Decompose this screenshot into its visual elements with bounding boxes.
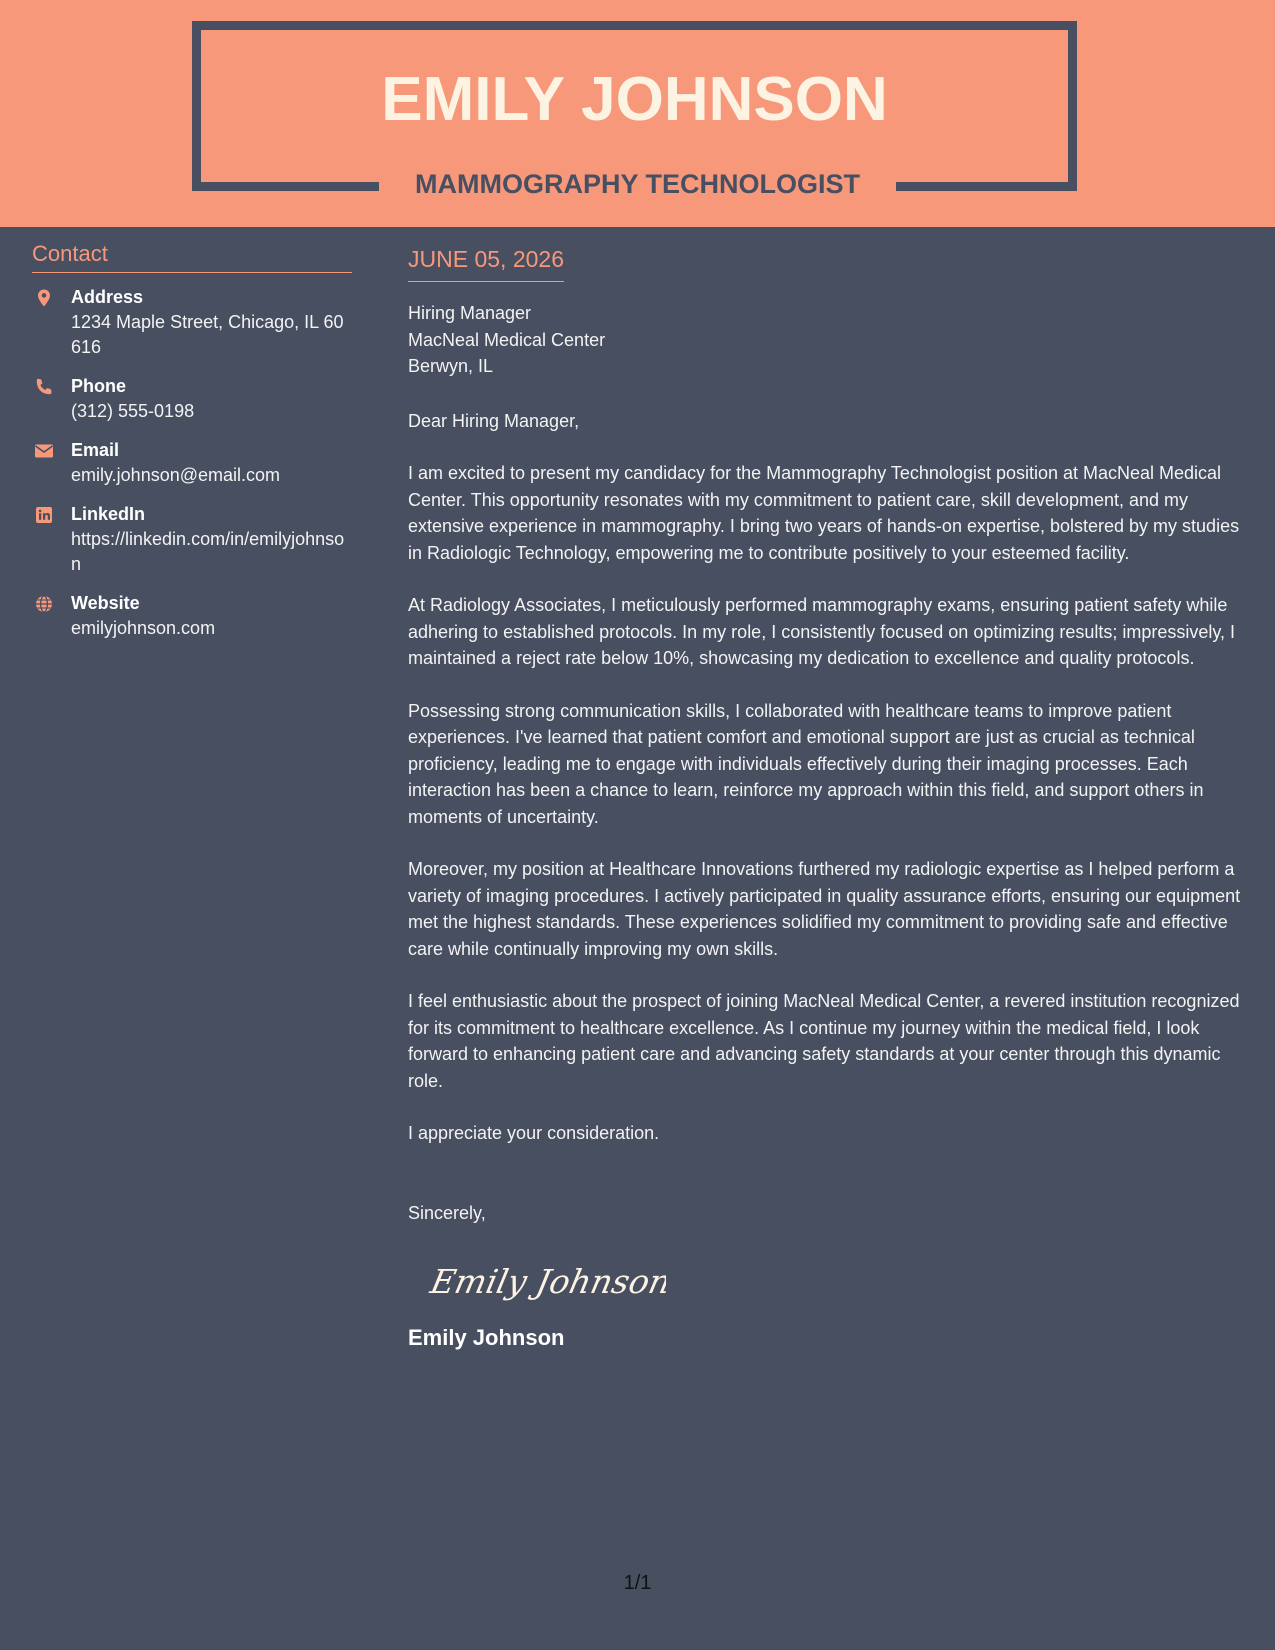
letter-date: JUNE 05, 2026 xyxy=(408,243,564,282)
signature-image xyxy=(426,1250,666,1310)
letter-paragraph: Possessing strong communication skills, I collaborated with healthcare teams to improve patient experiences. I've learned that patient comfort and emotional support are just as crucial as technical proficiency, leading me to engage with individuals effectively during their imaging processes. Each interaction has been a chance to learn, reinforce my approach within this field, and support others in moments of uncertainty. xyxy=(408,700,1204,827)
contact-label: Address xyxy=(71,287,144,307)
job-title: MAMMOGRAPHY TECHNOLOGIST xyxy=(415,169,860,199)
recipient-line: Hiring Manager xyxy=(408,303,532,323)
linkedin-icon xyxy=(34,505,54,525)
contact-item-linkedin xyxy=(32,502,352,577)
letter-paragraph: At Radiology Associates, I meticulously performed mammography exams, ensuring patient safety while adhering to established protocols. In my role, I consistently focused on optimizing results; impressively, I maintained a reject rate below 10%, showcasing my dedication to excellence and quality protocols. xyxy=(408,595,1236,668)
candidate-name: EMILY JOHNSON xyxy=(381,65,888,134)
signer-name: Emily Johnson xyxy=(408,1325,565,1350)
letter-body xyxy=(408,243,1248,1353)
signature-text: Emily Johnson xyxy=(427,1262,666,1301)
contact-value: (312) 555-0198 xyxy=(71,401,195,421)
contact-label: Email xyxy=(71,440,120,460)
header-frame-bottom-left xyxy=(192,182,379,191)
contact-item-address xyxy=(32,285,352,360)
closing: Sincerely, xyxy=(408,1202,486,1223)
salutation: Dear Hiring Manager, xyxy=(408,410,580,431)
header-banner xyxy=(0,0,1275,227)
letter-paragraph: I feel enthusiastic about the prospect of joining MacNeal Medical Center, a revered institution recognized for its commitment to healthcare excellence. As I continue my journey within the medical field, I look forward to enhancing patient care and advancing safety standards at your center through this dynamic role. xyxy=(408,991,1240,1091)
recipient-line: MacNeal Medical Center xyxy=(408,329,606,350)
location-pin-icon xyxy=(34,288,54,308)
contact-label: Phone xyxy=(71,376,127,396)
letter-paragraph: Moreover, my position at Healthcare Innovations furthered my radiologic expertise as I helped perform a variety of imaging procedures. I actively participated in quality assurance efforts, ensuring our equipment met the highest standards. These experiences solidified my commitment to providing safe and effective care while continually improving my own skills. xyxy=(408,859,1241,959)
contact-item-phone xyxy=(32,374,352,424)
contact-sidebar xyxy=(32,240,352,655)
contact-value: emily.johnson@email.com xyxy=(71,465,281,485)
page-number: 1/1 xyxy=(623,1572,652,1594)
contact-value: 1234 Maple Street, Chicago, IL 60616 xyxy=(71,312,344,357)
contact-value: https://linkedin.com/in/emilyjohnson xyxy=(71,529,345,574)
contact-heading: Contact xyxy=(32,240,352,273)
globe-icon xyxy=(34,594,54,614)
contact-item-website xyxy=(32,591,352,641)
contact-item-email xyxy=(32,438,352,488)
contact-value: emilyjohnson.com xyxy=(71,618,216,638)
contact-label: LinkedIn xyxy=(71,504,146,524)
letter-paragraph: I appreciate your consideration. xyxy=(408,1123,660,1143)
envelope-icon xyxy=(34,441,54,461)
contact-list xyxy=(32,285,352,641)
recipient-line: Berwyn, IL xyxy=(408,356,494,376)
contact-label: Website xyxy=(71,593,140,613)
header-frame-bottom-right xyxy=(896,182,1077,191)
letter-paragraph: I am excited to present my candidacy for the Mammography Technologist position at MacNeal Medical Center. This opportunity resonates with my commitment to patient care, skill development, and my extensive experience in mammography. I bring two years of hands-on expertise, bolstered by my studies in Radiologic Technology, empowering me to contribute positively to your esteemed facility. xyxy=(408,463,1240,563)
phone-icon xyxy=(34,377,54,397)
recipient-block xyxy=(408,300,1248,380)
